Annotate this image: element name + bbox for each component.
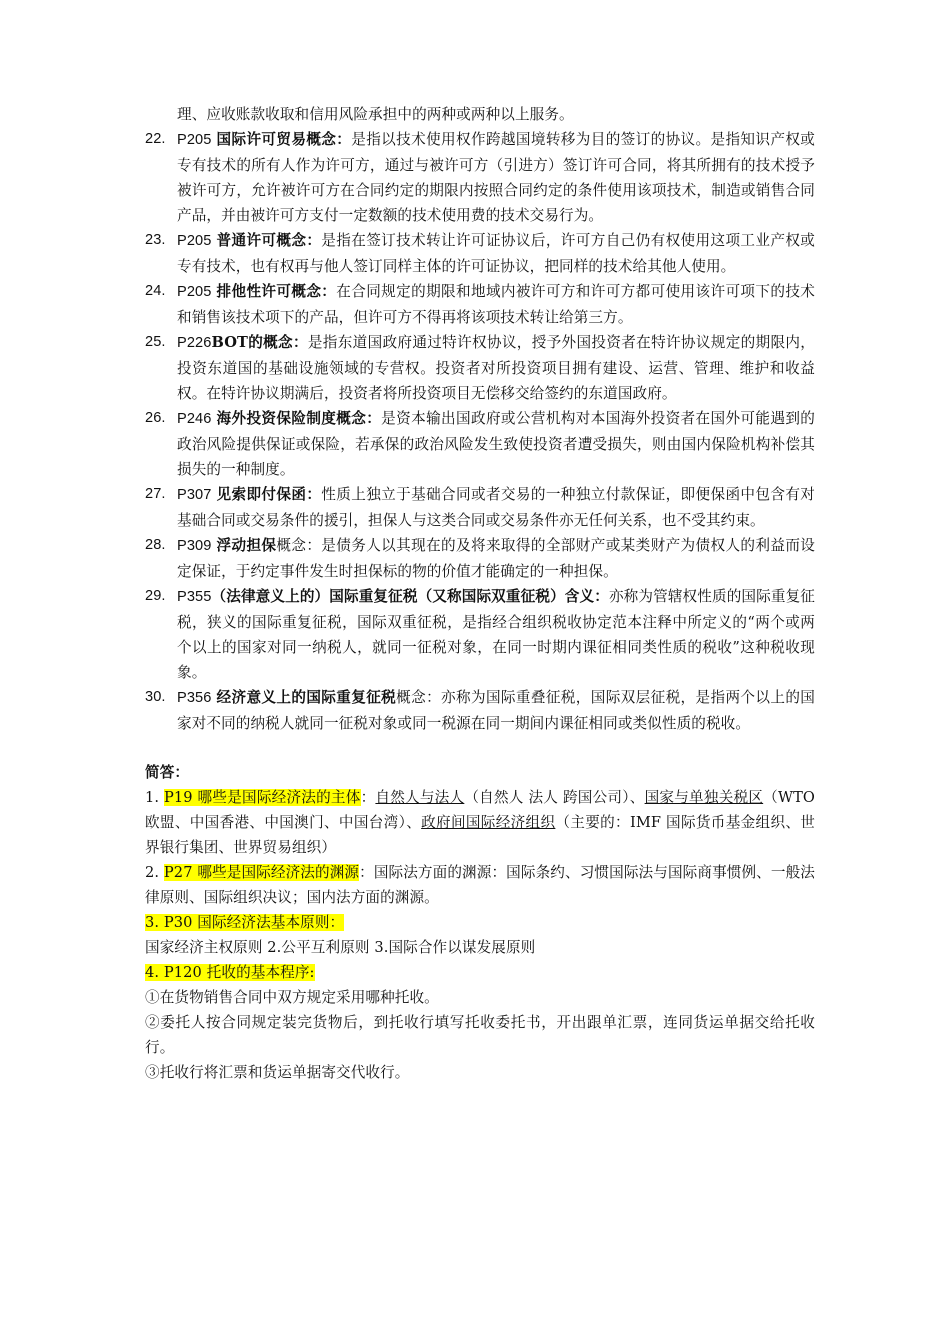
- definition-term: 浮动担保: [216, 537, 277, 554]
- definition-text: 概念：是债务人以其现在的及将来取得的全部财产或某类财产为债权人的利益而设定保证，于约定事件发生时担保标的物的价值才能确定的一种担保。: [177, 537, 815, 580]
- item-number: 24.: [145, 283, 166, 299]
- definition-text: 是资本输出国政府或公营机构对本国海外投资者在国外可能遇到的政治风险提供保证或保险，若承保的政治风险发生致使投资者遭受损失，则由国内保险机构补偿其损失的一种制度。: [177, 410, 815, 478]
- answer-text: ：国际法方面的渊源：国际条约、习惯国际法与国际商事惯例、一般法律原则、国际组织决议；国内法方面的渊源。: [145, 864, 815, 906]
- highlighted-question: P19 哪些是国际经济法的主体: [164, 789, 361, 806]
- procedure-step: ①在货物销售合同中双方规定采用哪种托收。: [145, 989, 439, 1006]
- item-number: 27.: [145, 486, 166, 502]
- question-3: [145, 910, 815, 935]
- definition-item-30: [145, 685, 815, 736]
- definition-text: 是指东道国政府通过特许权协议，授予外国投资者在特许协议规定的期限内，投资东道国的基础设施领域的专营权。投资者对所投资项目拥有建设、运营、管理、维护和收益权。在特许协议期满后，投资者将所投资项目无偿移交给签约的东道国政府。: [177, 334, 815, 402]
- page-ref: P205: [177, 233, 212, 249]
- item-number: 22.: [145, 131, 166, 147]
- question-4: [145, 960, 815, 985]
- definition-term: BOT的概念：: [211, 334, 308, 351]
- question-3-answer: 国家经济主权原则 2.公平互利原则 3.国际合作以谋发展原则: [145, 939, 536, 956]
- item-number: 26.: [145, 410, 166, 426]
- section-heading: 简答：: [145, 764, 190, 781]
- definition-term: 见索即付保函：: [216, 486, 322, 503]
- page-ref: P355: [177, 589, 212, 605]
- definition-term: 海外投资保险制度概念：: [216, 410, 382, 427]
- short-answer-section: [145, 785, 815, 1085]
- procedure-step: ②委托人按合同规定装完货物后，到托收行填写托收委托书，开出跟单汇票，连同货运单据交给托收行。: [145, 1014, 815, 1056]
- continuation-line: 理、应收账款收取和信用风险承担中的两种或两种以上服务。: [177, 106, 574, 123]
- answer-text: （主要的：IMF 国际货币基金组织、世界银行集团、世界贸易组织）: [145, 814, 815, 856]
- question-1: [145, 785, 815, 860]
- page-ref: P309: [177, 538, 212, 554]
- answer-text: （自然人 法人 跨国公司）、: [464, 789, 645, 806]
- definition-item-23: [145, 228, 815, 279]
- definition-item-25: [145, 330, 815, 406]
- item-number: 29.: [145, 588, 166, 604]
- question-number: 1.: [145, 789, 164, 806]
- page-ref: P226: [177, 335, 212, 351]
- definition-term: 普通许可概念：: [216, 232, 322, 249]
- definition-text: 是指以技术使用权作跨越国境转移为目的签订的协议。是指知识产权或专有技术的所有人作为许可方，通过与被许可方（引进方）签订许可合同，将其所拥有的技术授予被许可方，允许被许可方在合同约定的期限内按照合同约定的条件使用该项技术，制造或销售合同产品，并由被许可方支付一定数额的技术使用费的技术交易行为。: [177, 131, 815, 224]
- page-ref: P246: [177, 411, 212, 427]
- page-ref: P205: [177, 284, 212, 300]
- item-number: 25.: [145, 334, 166, 350]
- page-ref: P307: [177, 487, 212, 503]
- page-ref: P356: [177, 690, 212, 706]
- definition-item-28: [145, 533, 815, 584]
- highlighted-question: 3. P30 国际经济法基本原则：: [145, 914, 345, 931]
- underlined-answer: 国家与单独关税区: [644, 789, 764, 806]
- question-2: [145, 860, 815, 910]
- definition-text: 概念：亦称为国际重叠征税，国际双层征税，是指两个以上的国家对不同的纳税人就同一征税对象或同一税源在同一期间内课征相同或类似性质的税收。: [177, 689, 815, 732]
- definition-item-24: [145, 279, 815, 330]
- definition-term: 国际许可贸易概念：: [216, 131, 352, 148]
- definition-term: 排他性许可概念：: [216, 283, 337, 300]
- underlined-answer: 自然人与法人: [375, 789, 465, 806]
- answer-text: （WTO 欧盟、中国香港、中国澳门、中国台湾）、: [145, 789, 815, 831]
- definition-item-26: [145, 406, 815, 482]
- definition-item-29: [145, 584, 815, 685]
- highlighted-question: P27 哪些是国际经济法的渊源: [163, 864, 360, 881]
- definition-list: [145, 127, 815, 736]
- definition-text: 性质上独立于基础合同或者交易的一种独立付款保证，即便保函中包含有对基础合同或交易条件的援引，担保人与这类合同或交易条件亦无任何关系，也不受其约束。: [177, 486, 815, 529]
- item-number: 30.: [145, 689, 166, 705]
- item-number: 28.: [145, 537, 166, 553]
- definition-term: （法律意义上的）国际重复征税（又称国际双重征税）含义：: [211, 588, 609, 605]
- document-body: [145, 102, 815, 1085]
- definition-text: 亦称为管辖权性质的国际重复征税，狭义的国际重复征税，国际双重征税，是指经合组织税收协定范本注释中所定义的“两个或两个以上的国家对同一纳税人，就同一征税对象，在同一时期内课征相同类性质的税收”这种税收现象。: [177, 588, 816, 681]
- colon-text: ：: [360, 789, 376, 806]
- definition-text: 是指在签订技术转让许可证协议后，许可方自己仍有权使用这项工业产权或专有技术，也有权再与他人签订同样主体的许可证协议，把同样的技术给其他人使用。: [177, 232, 815, 275]
- definition-item-27: [145, 482, 815, 533]
- underlined-answer: 政府间国际经济组织: [421, 814, 556, 831]
- question-number: 2.: [145, 864, 164, 881]
- highlighted-question: 4. P120 托收的基本程序:: [145, 964, 315, 981]
- procedure-step: ③托收行将汇票和货运单据寄交代收行。: [145, 1064, 410, 1081]
- page-ref: P205: [177, 132, 212, 148]
- item-number: 23.: [145, 232, 166, 248]
- definition-item-22: [145, 127, 815, 228]
- definition-text: 在合同规定的期限和地域内被许可方和许可方都可使用该许可项下的技术和销售该技术项下的产品，但许可方不得再将该项技术转让给第三方。: [177, 283, 815, 326]
- definition-term: 经济意义上的国际重复征税: [216, 689, 397, 706]
